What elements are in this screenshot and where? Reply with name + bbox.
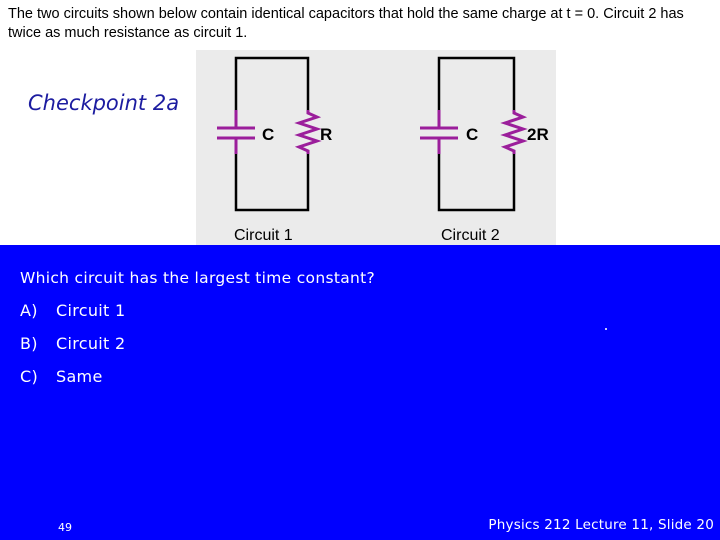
circuit-2-resistor-symbol xyxy=(505,110,523,154)
choice-a[interactable] xyxy=(20,301,125,334)
choice-c-text: Same xyxy=(56,367,103,386)
circuit-2-capacitor-symbol xyxy=(420,110,458,154)
choice-a-text: Circuit 1 xyxy=(56,301,126,320)
choice-a-letter: A) xyxy=(20,301,38,320)
circuit-1 xyxy=(217,58,332,244)
circuit-1-resistor-label: R xyxy=(320,125,333,144)
checkpoint-title: Checkpoint 2a xyxy=(28,91,180,115)
slide-footer: Physics 212 Lecture 11, Slide 20 xyxy=(488,517,714,533)
choice-c-letter: C) xyxy=(20,367,39,386)
choice-b[interactable] xyxy=(20,334,125,367)
page-number: 49 xyxy=(58,521,72,534)
circuit-2-capacitor-label: C xyxy=(466,125,479,144)
choice-b-letter: B) xyxy=(20,334,38,353)
choice-b-text: Circuit 2 xyxy=(56,334,126,353)
circuit-1-resistor-symbol xyxy=(299,110,317,154)
choice-c[interactable] xyxy=(20,367,125,400)
intro-text: The two circuits shown below contain identical capacitors that hold the same charge at t = 0. Circuit 2 has twice as much resistance as circuit 1. xyxy=(8,6,684,41)
circuit-diagram xyxy=(196,50,556,245)
stray-dot xyxy=(605,328,607,330)
question-text: Which circuit has the largest time constant? xyxy=(20,269,376,287)
answer-choices xyxy=(20,301,125,400)
circuit-1-capacitor-symbol xyxy=(217,110,255,154)
circuit-2 xyxy=(420,58,549,244)
circuit-svg xyxy=(196,50,556,245)
circuit-1-caption: Circuit 1 xyxy=(234,227,293,244)
circuit-1-capacitor-label: C xyxy=(262,125,275,144)
circuit-2-resistor-label: 2R xyxy=(527,125,549,144)
question-panel xyxy=(0,245,720,540)
circuit-2-caption: Circuit 2 xyxy=(441,227,500,244)
